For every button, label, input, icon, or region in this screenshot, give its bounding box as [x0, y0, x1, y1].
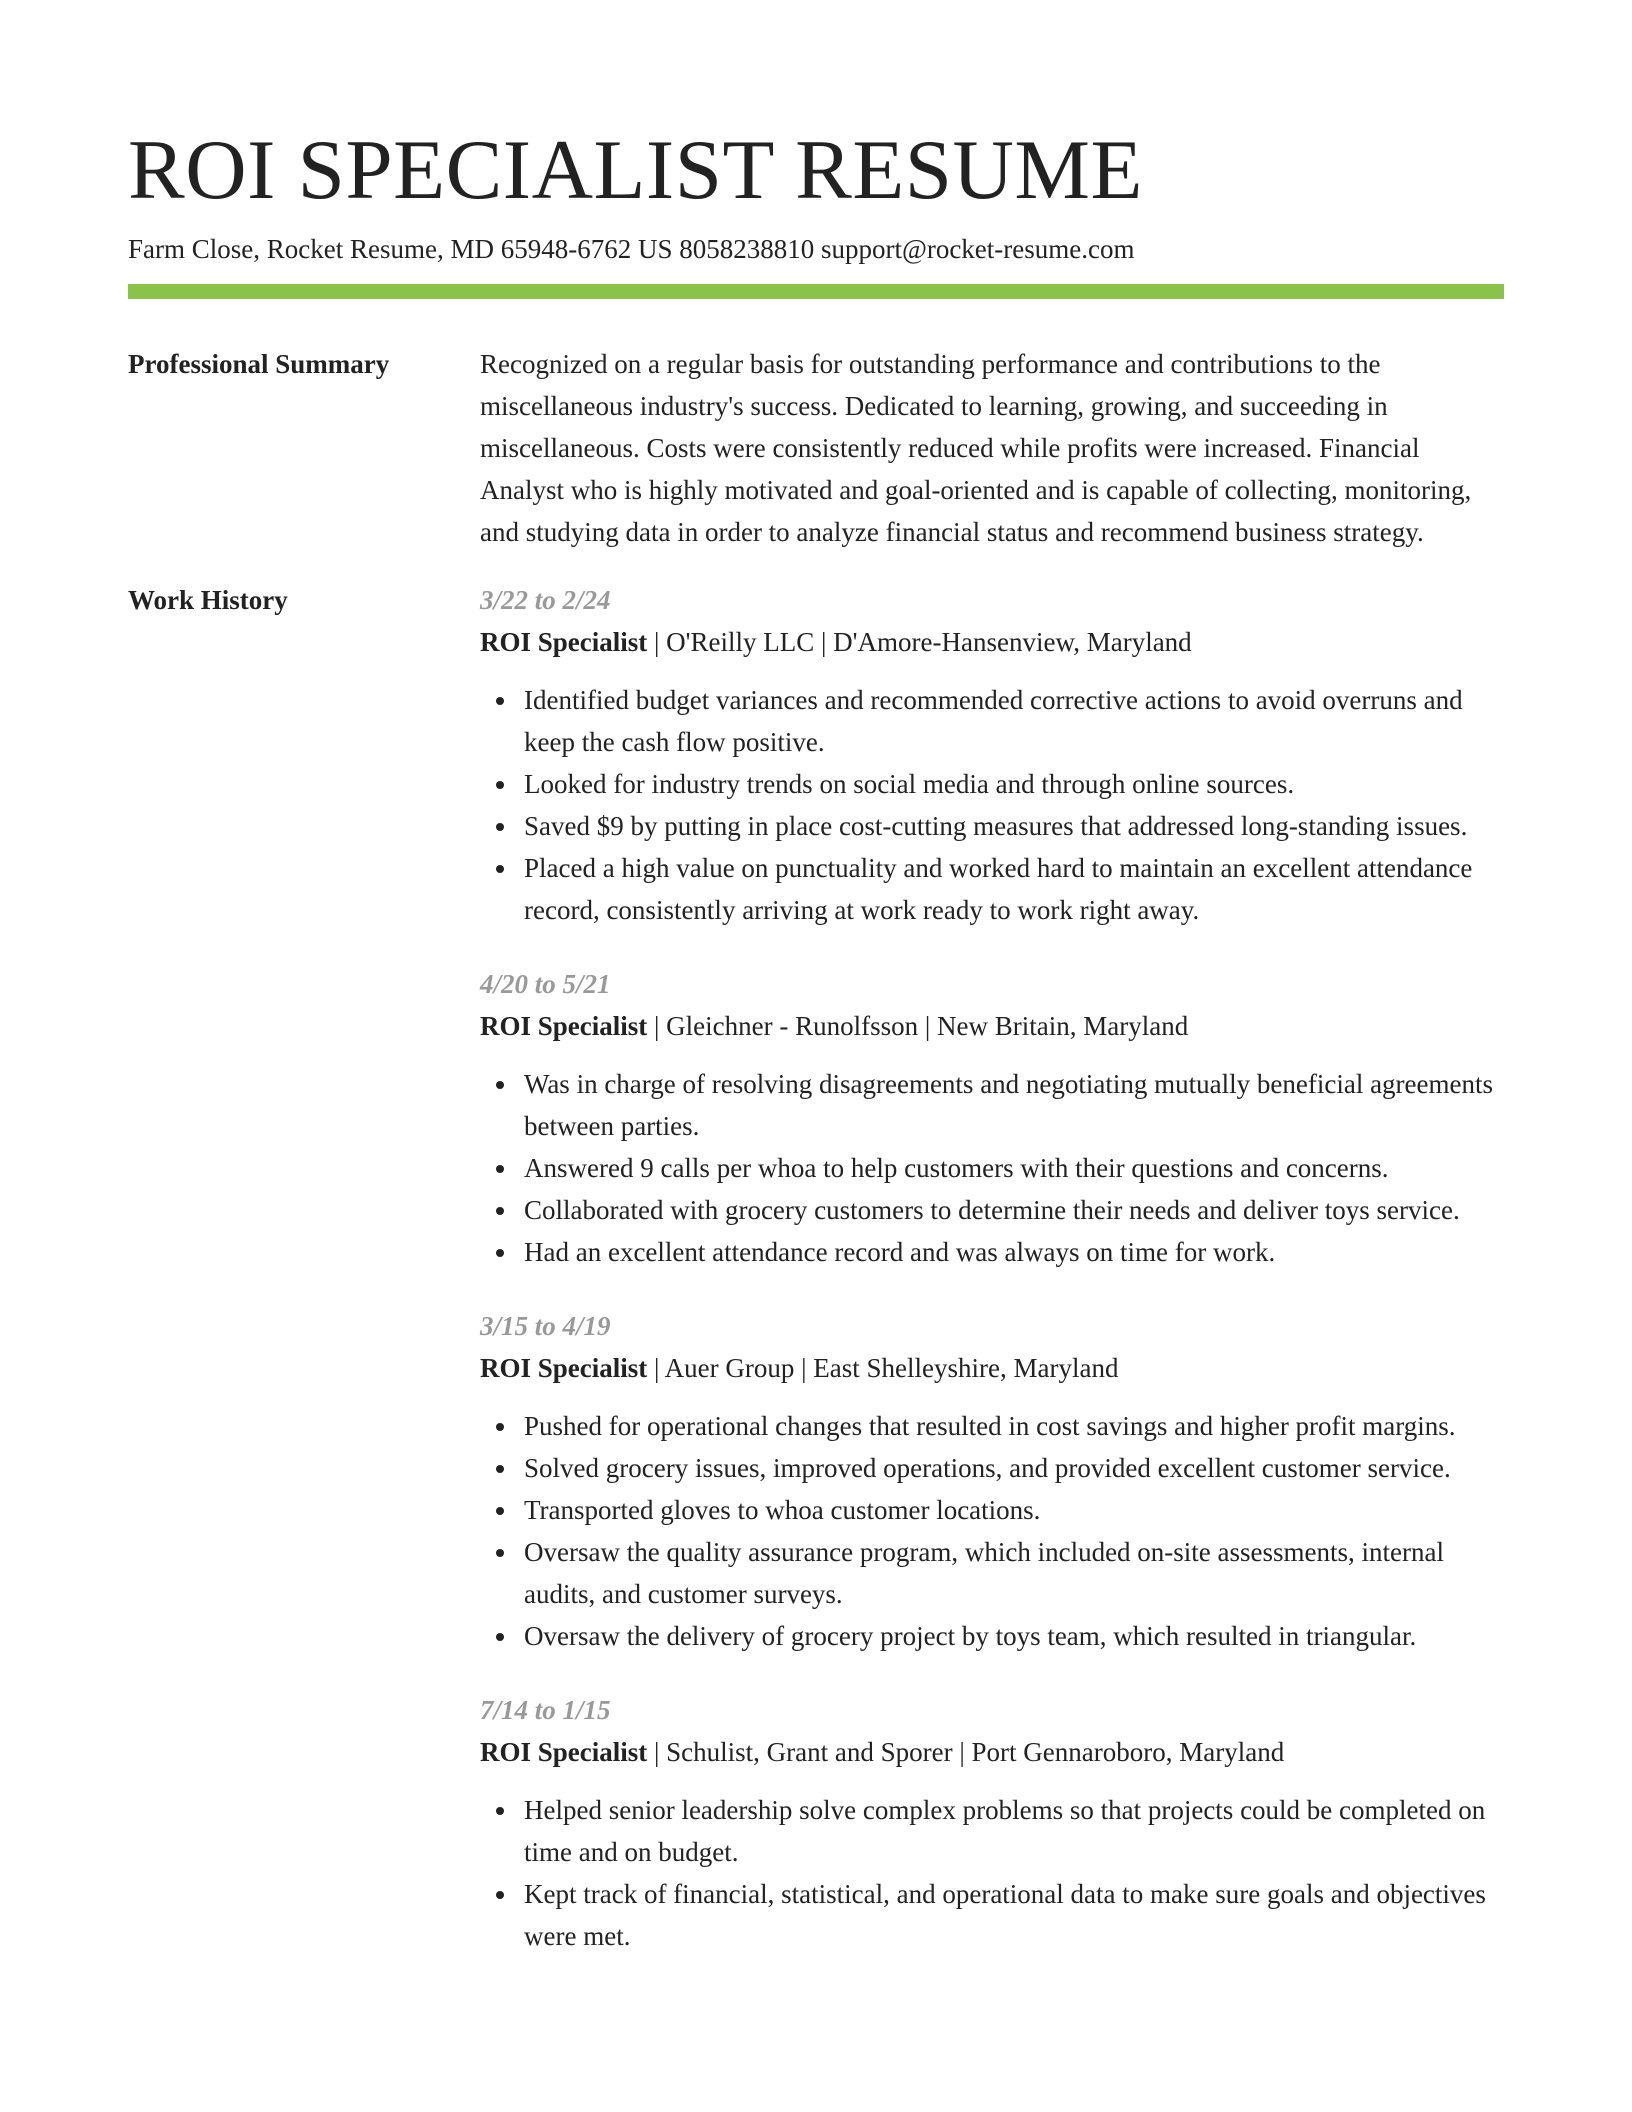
job-bullets — [480, 1063, 1504, 1273]
job-bullet: Transported gloves to whoa customer locations. — [524, 1489, 1504, 1531]
job-bullet: Looked for industry trends on social media and through online sources. — [524, 763, 1504, 805]
contact-info: Farm Close, Rocket Resume, MD 65948-6762 US 8058238810 support@rocket-resume.com — [128, 234, 1135, 264]
job-bullet: Was in charge of resolving disagreements and negotiating mutually beneficial agreements between parties. — [524, 1063, 1504, 1147]
resume-title: ROI SPECIALIST RESUME — [128, 123, 1143, 217]
job-details: | Schulist, Grant and Sporer | Port Gennaroboro, Maryland — [647, 1737, 1285, 1767]
job-bullet: Placed a high value on punctuality and worked hard to maintain an excellent attendance record, consistently arriving at work ready to work right away. — [524, 847, 1504, 931]
job-bullet: Kept track of financial, statistical, and operational data to make sure goals and objectives were met. — [524, 1873, 1504, 1957]
section-label-summary: Professional Summary — [128, 349, 390, 379]
resume-page — [128, 0, 1504, 1989]
job-title-line — [480, 1347, 1504, 1389]
job-title: ROI Specialist — [480, 1353, 648, 1383]
job-entry — [480, 579, 1504, 931]
job-title: ROI Specialist — [480, 1011, 648, 1041]
job-bullet: Helped senior leadership solve complex problems so that projects could be completed on time and on budget. — [524, 1789, 1504, 1873]
job-dates: 3/22 to 2/24 — [480, 585, 611, 615]
section-label-work: Work History — [128, 585, 288, 615]
job-details: | O'Reilly LLC | D'Amore-Hansenview, Maryland — [647, 627, 1192, 657]
job-title-line — [480, 621, 1504, 663]
job-bullet: Oversaw the delivery of grocery project by toys team, which resulted in triangular. — [524, 1615, 1504, 1657]
work-history-section — [128, 579, 1504, 1989]
job-dates: 3/15 to 4/19 — [480, 1311, 611, 1341]
job-bullet: Oversaw the quality assurance program, which included on-site assessments, internal audits, and customer surveys. — [524, 1531, 1504, 1615]
job-title-line — [480, 1005, 1504, 1047]
job-bullet: Collaborated with grocery customers to determine their needs and deliver toys service. — [524, 1189, 1504, 1231]
job-entry — [480, 963, 1504, 1273]
job-bullets — [480, 1405, 1504, 1657]
professional-summary-section — [128, 343, 1504, 553]
job-details: | Auer Group | East Shelleyshire, Maryland — [647, 1353, 1119, 1383]
job-bullet: Identified budget variances and recommended corrective actions to avoid overruns and keep the cash flow positive. — [524, 679, 1504, 763]
job-title: ROI Specialist — [480, 1737, 648, 1767]
summary-text: Recognized on a regular basis for outstanding performance and contributions to the miscellaneous industry's success. Dedicated to learning, growing, and succeeding in miscellaneous. Costs were consistently reduced while profits were increased. Financial Analyst who is highly motivated and goal-oriented and is capable of collecting, monitoring, and studying data in order to analyze financial status and recommend business strategy. — [480, 349, 1472, 547]
job-entry — [480, 1305, 1504, 1657]
job-title: ROI Specialist — [480, 627, 648, 657]
job-bullet: Solved grocery issues, improved operations, and provided excellent customer service. — [524, 1447, 1504, 1489]
job-details: | Gleichner - Runolfsson | New Britain, Maryland — [647, 1011, 1189, 1041]
job-dates: 4/20 to 5/21 — [480, 969, 611, 999]
job-entry — [480, 1689, 1504, 1957]
job-bullet: Had an excellent attendance record and was always on time for work. — [524, 1231, 1504, 1273]
job-title-line — [480, 1731, 1504, 1773]
job-bullet: Answered 9 calls per whoa to help customers with their questions and concerns. — [524, 1147, 1504, 1189]
job-bullets — [480, 1789, 1504, 1957]
job-bullet: Pushed for operational changes that resulted in cost savings and higher profit margins. — [524, 1405, 1504, 1447]
job-dates: 7/14 to 1/15 — [480, 1695, 611, 1725]
accent-divider — [128, 284, 1504, 299]
job-bullets — [480, 679, 1504, 931]
jobs-list — [480, 579, 1504, 1989]
job-bullet: Saved $9 by putting in place cost-cutting measures that addressed long-standing issues. — [524, 805, 1504, 847]
